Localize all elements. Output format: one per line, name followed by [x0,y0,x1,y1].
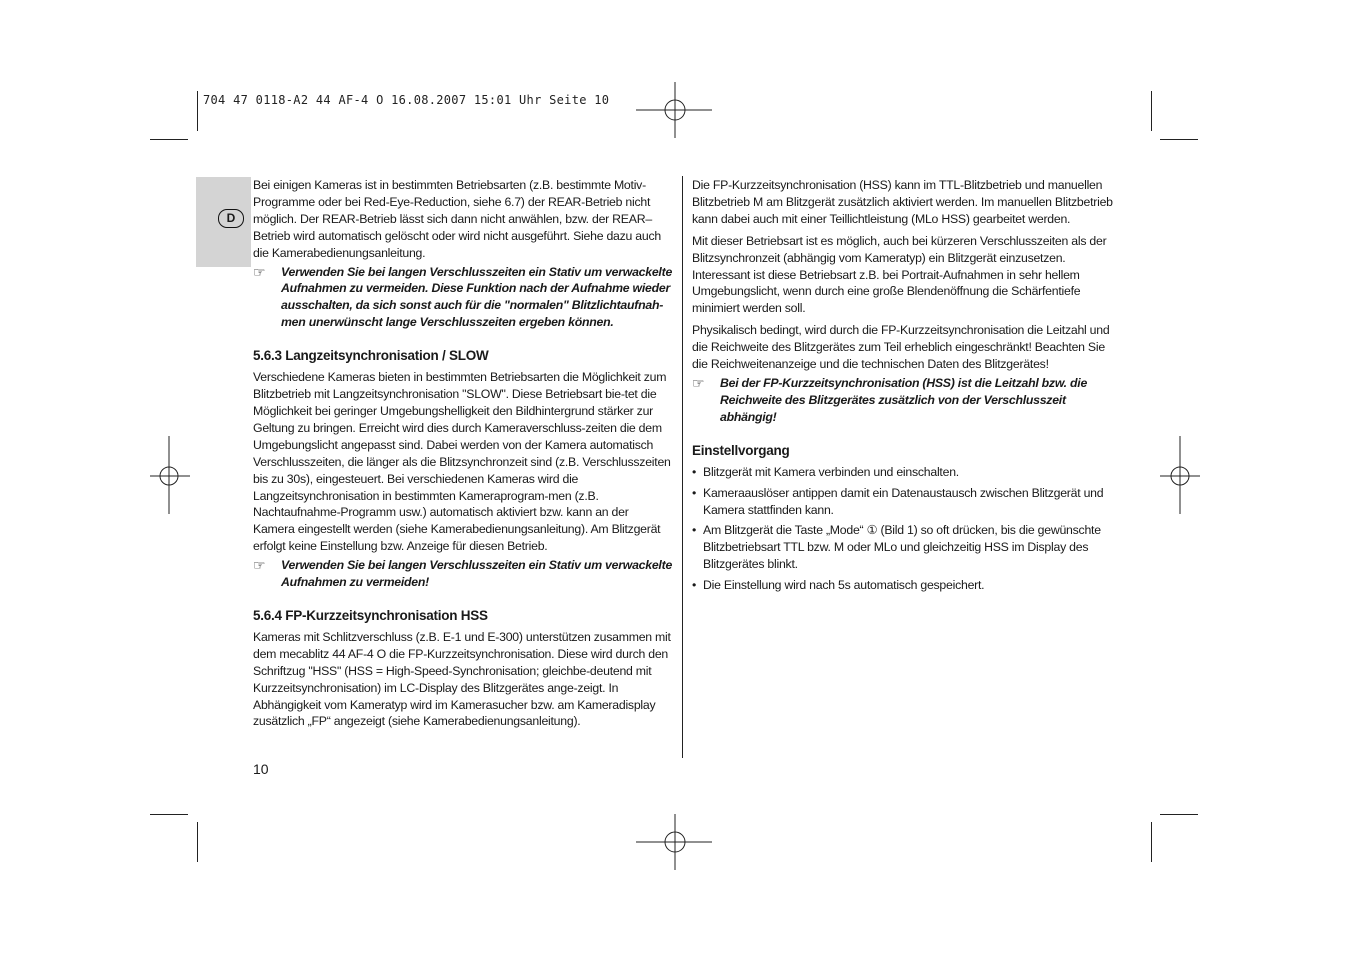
section-heading: 5.6.4 FP-Kurzzeitsynchronisation HSS [253,607,488,623]
crop-mark [150,139,188,140]
crop-mark [197,822,198,862]
pointing-hand-icon: ☞ [692,374,705,391]
column-divider [682,176,683,758]
page-number: 10 [253,761,269,777]
language-letter: D [218,209,244,228]
note-block [253,557,673,591]
note-text: Verwenden Sie bei langen Verschlusszeiten ein Stativ um verwackelte Aufnahmen zu vermeiden. Diese Funktion nach der Aufnahme wieder ausschalten, da sich sonst auch für die "normalen" Blitzlichtaufnah-men unerwünscht lange Verschlusszeiten ergeben können. [281,264,673,330]
body-paragraph: Die FP-Kurzzeitsynchronisation (HSS) kann im TTL-Blitzbetrieb und manuellen Blitzbetrieb M am Blitzgerät zusätzlich aktiviert werden. Im manuellen Blitzbetrieb kann dabei auch mit einer Teillichtleistung (MLo HSS) gearbeitet werden. [692,178,1113,226]
section-heading: 5.6.3 Langzeitsynchronisation / SLOW [253,348,489,364]
registration-mark-bottom [636,804,716,884]
body-paragraph: Kameras mit Schlitzverschluss (z.B. E-1 und E-300) unterstützen zusammen mit dem mecablitz 44 AF-4 O die FP-Kurzzeitsynchronisation. Diese wird durch den Schriftzug "HSS" (HSS = High-Speed-Synchronisation; gleichbe-deutend mit Kurzzeitsynchronisation) im LC-Display des Blitzgerätes ange-zeigt. In Abhängigkeit vom Kameratyp wird im Kamerasucher bzw. am Kameradisplay zusätzlich „FP“ angezeigt (siehe Kamerabedienungsanleitung). [253,629,671,729]
intro-paragraph: Bei einigen Kameras ist in bestimmten Betriebsarten (z.B. bestimmte Motiv-Programme oder bei Red-Eye-Reduction, siehe 6.7) der REAR-Betrieb nicht möglich. Der REAR-Betrieb lässt sich dann nicht anwählen, bzw. der REAR–Betrieb wird automatisch gelöscht oder wird nicht ausgeführt. Siehe dazu auch die Kamerabedienungsanleitung. [253,178,661,260]
registration-mark-left [148,436,192,516]
registration-mark-right [1158,436,1202,516]
body-paragraph: Mit dieser Betriebsart ist es möglich, auch bei kürzeren Verschlusszeiten als der Blitzsynchronzeit (abhängig vom Kameratyp) ein Blitzgerät einzusetzen. Interessant ist diese Betriebsart z.B. bei Portrait-Aufnahmen in sehr hellem Umgebungslicht, wenn durch eine große Blendenöffnung die Schärfentiefe minimiert werden soll. [692,233,1107,316]
note-text: Bei der FP-Kurzzeitsynchronisation (HSS) ist die Leitzahl bzw. die Reichweite des Blitzgerätes zusätzlich von der Verschlusszeit abhängig! [720,375,1088,424]
list-item: • Am Blitzgerät die Taste „Mode“ ① (Bild 1) so oft drücken, bis die gewünschte Blitzbetriebsart TTL bzw. M oder MLo und gleichzeitig HSS im Display des Blitzgerätes blinkt. [692,523,1101,572]
right-column [692,177,1117,594]
print-header: 704 47 0118-A2 44 AF-4 O 16.08.2007 15:01 Uhr Seite 10 [203,93,610,107]
crop-mark [1160,814,1198,815]
crop-mark [1151,91,1152,131]
list-item: • Die Einstellung wird nach 5s automatisch gespeichert. [692,578,985,593]
pointing-hand-icon: ☞ [253,557,266,574]
crop-mark [1151,822,1152,862]
list-item: • Blitzgerät mit Kamera verbinden und einschalten. [692,464,959,479]
left-column [253,177,673,730]
body-paragraph: Verschiedene Kameras bieten in bestimmten Betriebsarten die Möglichkeit zum Blitzbetrieb mit Langzeitsynchronisation "SLOW". Diese Betriebsart bie-tet die Möglichkeit bei geringer Umgebungshelligkeit den Bildhintergrund stärker zur Geltung zu bringen. Erreicht wird dies durch Kameraverschluss-zeiten die dem Umgebungslicht angepasst sind. Dabei werden von der Kamera automatisch Verschlusszeiten, die länger als die Blitzsynchronzeit sind (z.B. Verschlusszeiten bis zu 30s), eingesteuert. Bei verschiedenen Kameras wird die Langzeitsynchronisation in bestimmten Kameraprogram-men (z.B. Nachtaufnahme-Programm usw.) automatisch aktiviert bzw. kann an der Kamera eingestellt werden (siehe Kamerabedienungsanleitung). Am Blitzgerät erfolgt keine Einstellung bzw. Anzeige für diesen Betrieb. [253,370,671,554]
crop-mark [197,91,198,131]
section-heading: Einstellvorgang [692,442,790,458]
list-item: • Kameraauslöser antippen damit ein Datenaustausch zwischen Blitzgerät und Kamera stattfinden kann. [692,485,1104,517]
registration-mark-top [636,72,716,152]
crop-mark [1160,139,1198,140]
note-block [253,264,673,332]
crop-mark [150,814,188,815]
note-text: Verwenden Sie bei langen Verschlusszeiten ein Stativ um verwackelte Aufnahmen zu vermeiden! [281,558,673,590]
body-paragraph: Physikalisch bedingt, wird durch die FP-Kurzzeitsynchronisation die Leitzahl und die Reichweite des Blitzgerätes zum Teil erheblich eingeschränkt! Beachten Sie die Reichweitenanzeige und die technischen Daten des Blitzgerätes! [692,323,1110,372]
note-block [692,375,1117,426]
pointing-hand-icon: ☞ [253,263,266,280]
